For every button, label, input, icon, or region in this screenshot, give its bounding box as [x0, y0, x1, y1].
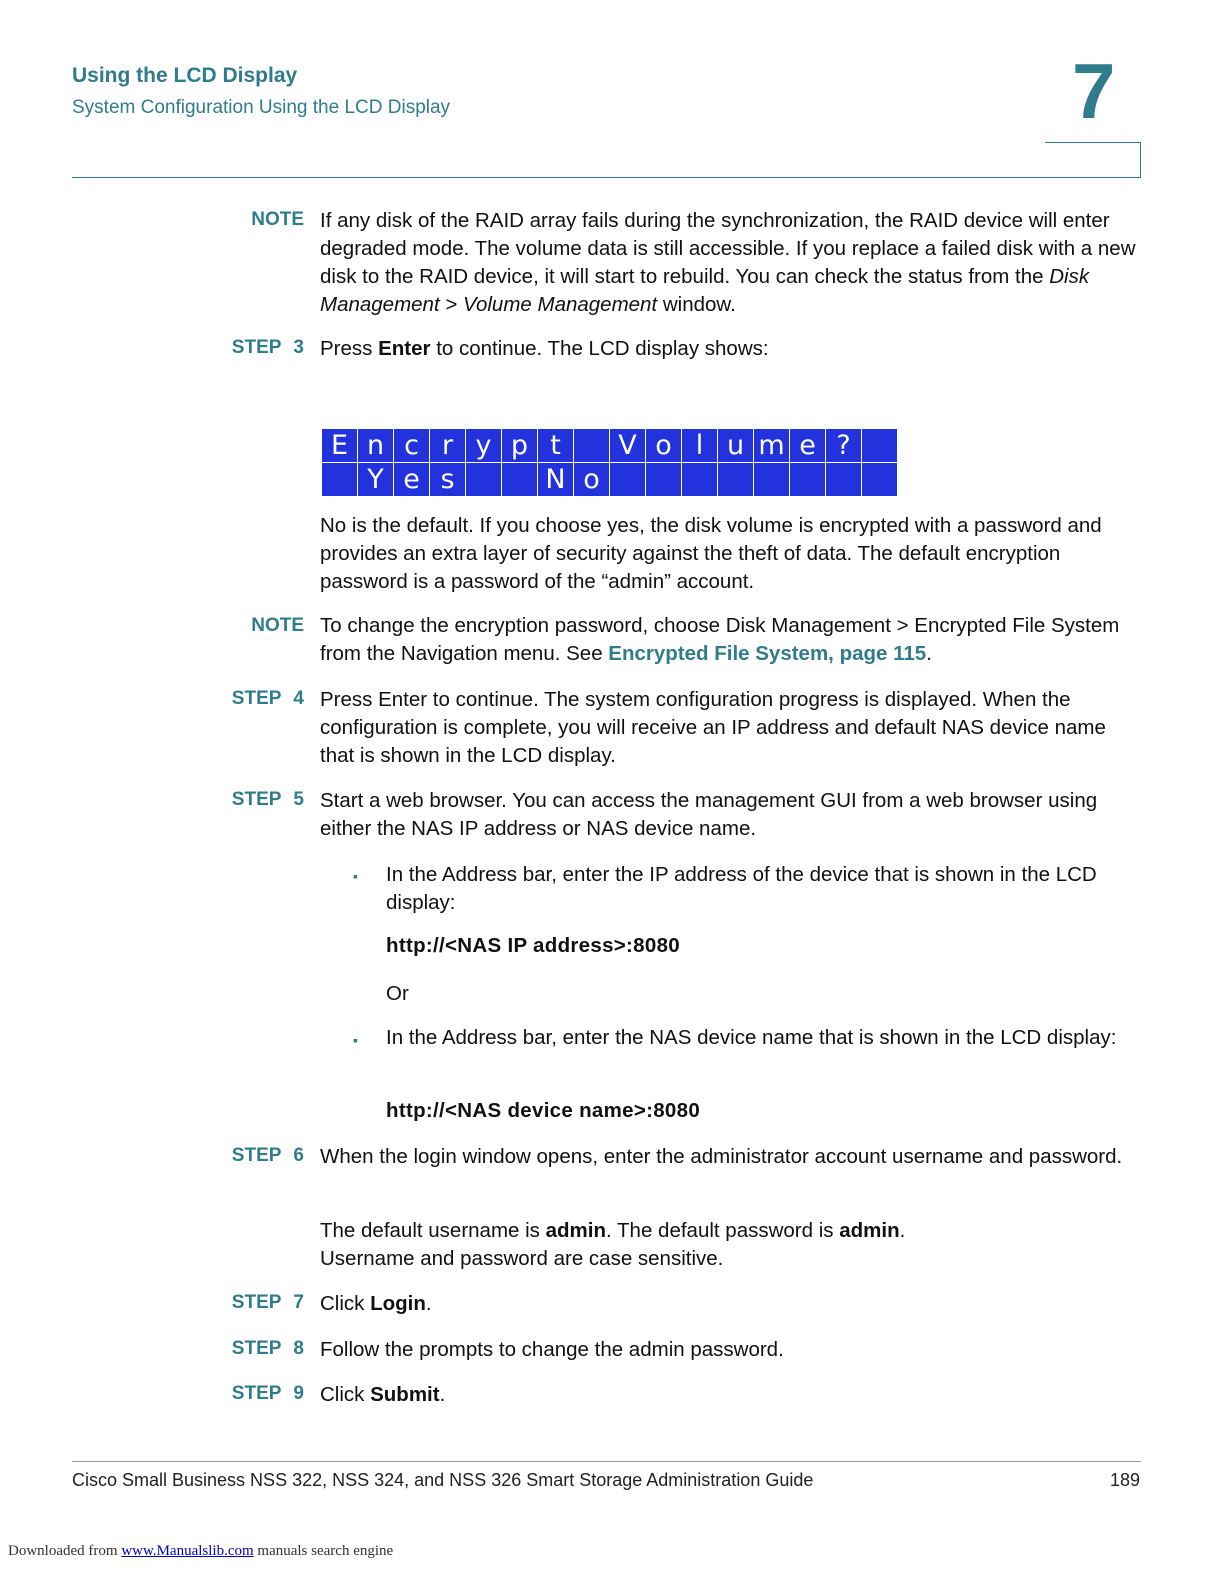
lcd-cell: e — [790, 429, 826, 463]
lcd-cell: o — [646, 429, 682, 463]
step-label: STEP 9 — [231, 1383, 304, 1404]
lcd-cell: c — [394, 429, 430, 463]
lcd-cell — [610, 463, 646, 497]
section-subtitle: System Configuration Using the LCD Display — [72, 97, 451, 118]
step-5-text: Start a web browser. You can access the management GUI from a web browser using either the NAS IP address or NAS device name. — [320, 789, 1098, 840]
lcd-cell — [646, 463, 682, 497]
url-ip-address: http://<NAS IP address>:8080 — [386, 934, 680, 957]
lcd-display — [321, 428, 898, 497]
or-text: Or — [386, 982, 409, 1005]
step-label: STEP 8 — [231, 1338, 304, 1359]
default-paragraph: No is the default. If you choose yes, the disk volume is encrypted with a password and provides an extra layer of security against the theft of data. The default encryption password is a password of the “admin” account. — [320, 514, 1102, 593]
step-4-text: Press Enter to continue. The system configuration progress is displayed. When the configuration is complete, you will receive an IP address and default NAS device name that is shown in the LCD display. — [320, 688, 1106, 767]
lcd-cell: n — [358, 429, 394, 463]
lcd-cell: u — [718, 429, 754, 463]
header-divider — [72, 177, 1141, 178]
step-label: STEP 5 — [231, 789, 304, 810]
footer-divider — [72, 1461, 1141, 1462]
lcd-cell: e — [394, 463, 430, 497]
lcd-cell — [466, 463, 502, 497]
step-label: STEP 4 — [231, 688, 304, 709]
step-6-text: When the login window opens, enter the administrator account username and password. — [320, 1145, 1123, 1168]
footer-guide-title: Cisco Small Business NSS 322, NSS 324, and NSS 326 Smart Storage Administration Guide — [72, 1470, 814, 1490]
chapter-title: Using the LCD Display — [72, 64, 298, 87]
manualslib-link[interactable]: www.Manualslib.com — [121, 1543, 254, 1559]
step-7-text: Click Login. — [320, 1292, 432, 1315]
step-8-text: Follow the prompts to change the admin password. — [320, 1338, 784, 1361]
chapter-number: 7 — [1072, 47, 1116, 135]
lcd-cell — [862, 429, 898, 463]
note-label: NOTE — [251, 615, 304, 636]
lcd-cell: p — [502, 429, 538, 463]
lcd-cell: l — [682, 429, 718, 463]
bullet-marker: ▪ — [353, 1032, 358, 1048]
lcd-cell — [718, 463, 754, 497]
note-label: NOTE — [251, 209, 304, 230]
lcd-cell — [754, 463, 790, 497]
lcd-row-2 — [322, 463, 898, 497]
encrypted-file-system-link[interactable]: Encrypted File System, page 115 — [608, 642, 927, 665]
lcd-cell: E — [322, 429, 358, 463]
lcd-cell — [574, 429, 610, 463]
lcd-cell: ? — [826, 429, 862, 463]
lcd-row-1 — [322, 429, 898, 463]
note-text: If any disk of the RAID array fails during the synchronization, the RAID device will enter degraded mode. The volume data is still accessible. If you replace a failed disk with a new disk to the RAID device, it will start to rebuild. You can check the status from the Disk Management > Volume Management window. — [320, 209, 1136, 316]
lcd-cell — [826, 463, 862, 497]
note-text: To change the encryption password, choose Disk Management > Encrypted File System from the Navigation menu. See Encrypted File System, page 115. — [320, 614, 1120, 665]
lcd-cell: r — [430, 429, 466, 463]
lcd-cell: Y — [358, 463, 394, 497]
lcd-cell — [682, 463, 718, 497]
step-label: STEP 7 — [231, 1292, 304, 1313]
bullet-marker: ▪ — [353, 868, 358, 884]
step-6-credentials: The default username is admin. The default password is admin. Username and password are case sensitive. — [320, 1219, 906, 1270]
url-device-name: http://<NAS device name>:8080 — [386, 1099, 701, 1122]
lcd-cell: N — [538, 463, 574, 497]
download-notice: Downloaded from www.Manualslib.com manuals search engine — [8, 1543, 394, 1559]
page-number: 189 — [1109, 1470, 1140, 1490]
step-label: STEP 3 — [231, 337, 304, 358]
step-label: STEP 6 — [231, 1145, 304, 1166]
lcd-cell — [322, 463, 358, 497]
lcd-cell — [790, 463, 826, 497]
lcd-cell — [502, 463, 538, 497]
lcd-cell: o — [574, 463, 610, 497]
lcd-cell: s — [430, 463, 466, 497]
bullet-text: In the Address bar, enter the NAS device name that is shown in the LCD display: — [386, 1026, 1117, 1049]
lcd-cell: y — [466, 429, 502, 463]
lcd-cell — [862, 463, 898, 497]
lcd-cell: V — [610, 429, 646, 463]
step-3-text: Press Enter to continue. The LCD display shows: — [320, 337, 769, 360]
chapter-tab-border — [1045, 142, 1141, 178]
lcd-cell: t — [538, 429, 574, 463]
step-9-text: Click Submit. — [320, 1383, 446, 1406]
bullet-text: In the Address bar, enter the IP address of the device that is shown in the LCD display: — [386, 863, 1097, 914]
lcd-cell: m — [754, 429, 790, 463]
